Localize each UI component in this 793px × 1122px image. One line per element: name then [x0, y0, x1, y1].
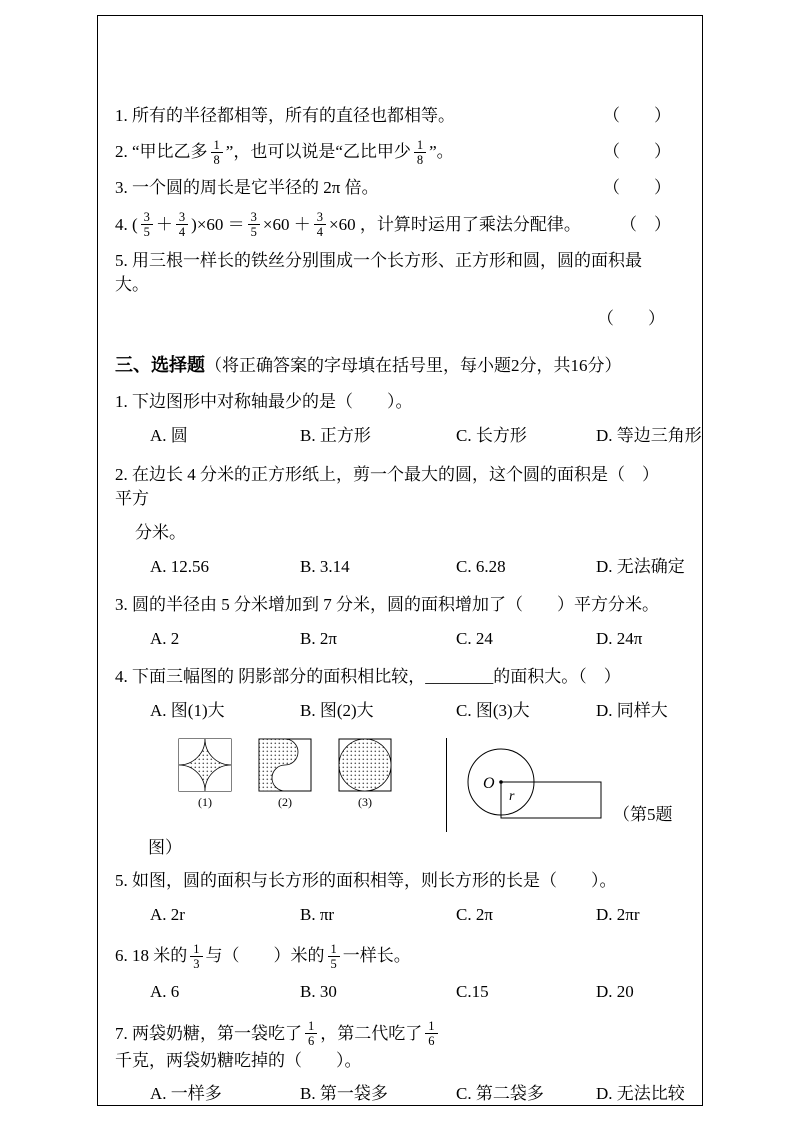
figure-3-drawing — [338, 738, 392, 792]
question-content — [115, 1019, 671, 1073]
option: B. 3.14 — [300, 556, 350, 576]
options-row — [150, 555, 685, 580]
question-content — [115, 869, 617, 894]
options-row — [150, 903, 671, 928]
figure-3 — [338, 738, 392, 811]
options-row — [150, 424, 702, 449]
circle-center-label: O — [483, 774, 495, 792]
answer-bracket: （ ） — [603, 106, 671, 125]
figure-2 — [258, 738, 312, 811]
question-line — [115, 176, 671, 201]
question-text: 5. 用三根一样长的铁丝分别围成一个长方形、正方形和圆，圆的面积最大。 — [115, 250, 642, 295]
question-line — [115, 210, 671, 240]
question-line — [115, 593, 671, 618]
question-text: 分米。 — [135, 522, 186, 542]
fraction: $\frac{1}{3}$ — [190, 942, 202, 972]
question-text: 3. 圆的半径由 5 分米增加到 7 分米，圆的面积增加了（ ）平方分米。 — [115, 595, 659, 615]
option: D. 同样大 — [596, 701, 668, 721]
question-line — [115, 249, 671, 298]
question-text: 1. 下边图形中对称轴最少的是（ ）。 — [115, 392, 413, 412]
option: B. πr — [300, 905, 335, 925]
question-content — [115, 463, 671, 512]
question-text: 一样长。 — [342, 946, 411, 966]
question-content — [115, 942, 411, 972]
answer-bracket: （ ） — [603, 178, 671, 198]
option: A. 2 — [150, 628, 180, 648]
figure-1-drawing — [178, 738, 232, 792]
circle-rectangle-diagram — [463, 738, 673, 834]
option: B. 30 — [300, 982, 337, 1002]
fraction: $\frac{1}{8}$ — [211, 138, 223, 168]
question-line — [135, 521, 671, 546]
question-text: 7. 两袋奶糖，第一袋吃了 — [115, 1023, 302, 1043]
question-content — [115, 665, 621, 690]
options-row — [150, 980, 671, 1005]
section-subtitle: （将正确答案的字母填在括号里，每小题2分，共16分） — [205, 355, 622, 375]
question-line — [115, 307, 671, 332]
option: A. 6 — [150, 982, 180, 1002]
question-text: 3. 一个圆的周长是它半径的 2π 倍。 — [115, 178, 379, 198]
question-content — [115, 176, 379, 201]
question-line — [115, 104, 671, 129]
fraction: $\frac{3}{4}$ — [176, 210, 188, 240]
circle-rectangle-drawing — [463, 738, 613, 834]
section-header — [115, 352, 671, 379]
options-row — [150, 1082, 685, 1107]
option: A. 一样多 — [150, 1084, 222, 1104]
figure5-caption: （第5题 — [613, 805, 673, 825]
fraction: $\frac{3}{5}$ — [248, 210, 260, 240]
option: A. 2r — [150, 905, 185, 925]
option: C.15 — [456, 982, 489, 1002]
option: B. 图(2)大 — [300, 701, 374, 721]
question-line — [115, 138, 671, 168]
question-text: ×60 ，计算时运用了乘法分配律。 — [329, 214, 581, 234]
option: A. 图(1)大 — [150, 701, 225, 721]
option: D. 无法确定 — [596, 556, 685, 576]
question-text: )×60 ＝ — [191, 214, 245, 234]
question-line — [115, 665, 671, 690]
divider-line — [446, 738, 447, 832]
question-content — [115, 104, 455, 129]
question-text: ×60 ＋ — [262, 214, 311, 234]
fraction: $\frac{1}{5}$ — [328, 942, 340, 972]
answer-bracket: （ ） — [603, 142, 671, 162]
option: C. 第二袋多 — [456, 1084, 544, 1104]
option: D. 无法比较 — [596, 1084, 685, 1104]
question-text: 2. 在边长 4 分米的正方形纸上，剪一个最大的圆，这个圆的面积是（ ）平方 — [115, 464, 659, 509]
figures-row — [115, 738, 671, 834]
option: D. 20 — [596, 982, 634, 1002]
question-line — [115, 942, 671, 972]
question-text: ，第二代吃了 — [320, 1023, 423, 1043]
question-content — [148, 836, 182, 861]
option: D. 2πr — [596, 905, 640, 925]
question-text: 2. “甲比乙多 — [115, 142, 208, 162]
question-content — [115, 138, 454, 168]
question-text: 千克，两袋奶糖吃掉的（ ）。 — [115, 1050, 362, 1070]
options-row — [150, 627, 671, 652]
question-text: 1. 所有的半径都相等，所有的直径也都相等。 — [115, 106, 455, 125]
section-title: 三、选择题 — [115, 354, 205, 375]
question-line — [115, 869, 671, 894]
question-text: 图） — [148, 837, 182, 857]
options-row — [150, 699, 671, 724]
question-content — [115, 210, 581, 240]
question-line — [148, 836, 671, 861]
question-text: 4. ( — [115, 214, 138, 234]
question-line — [115, 390, 671, 415]
option: C. 2π — [456, 905, 493, 925]
figure-2-label: (2) — [278, 794, 292, 809]
question-line — [115, 1019, 671, 1073]
fraction: $\frac{3}{5}$ — [141, 210, 153, 240]
option: D. 等边三角形 — [596, 425, 702, 445]
question-text: 5. 如图，圆的面积与长方形的面积相等，则长方形的长是（ ）。 — [115, 871, 617, 891]
answer-bracket: （ ） — [620, 214, 671, 234]
shaded-figures-group — [178, 738, 392, 811]
question-text: ”。 — [429, 142, 454, 162]
figure-3-label: (3) — [358, 794, 372, 809]
question-content — [135, 521, 186, 546]
question-text: ＋ — [155, 214, 173, 234]
question-text: 4. 下面三幅图的 阴影部分的面积相比较，________的面积大。（ ） — [115, 667, 621, 687]
option: C. 6.28 — [456, 556, 506, 576]
question-text: ”，也可以说是“乙比甲少 — [225, 142, 411, 162]
option: C. 长方形 — [456, 425, 527, 445]
fraction: $\frac{1}{6}$ — [425, 1019, 437, 1049]
question-text: 6. 18 米的 — [115, 946, 188, 966]
option: A. 圆 — [150, 425, 188, 445]
figure-2-drawing — [258, 738, 312, 792]
option: C. 图(3)大 — [456, 701, 530, 721]
figure-1 — [178, 738, 232, 811]
figure-1-label: (1) — [198, 794, 212, 809]
question-line — [115, 463, 671, 512]
question-content — [115, 249, 671, 298]
radius-label: r — [509, 788, 515, 804]
question-content — [115, 593, 659, 618]
option: B. 2π — [300, 628, 337, 648]
fraction: $\frac{1}{8}$ — [414, 138, 426, 168]
question-text: 与（ ）米的 — [205, 946, 325, 966]
answer-bracket: （ ） — [597, 309, 665, 329]
option: B. 第一袋多 — [300, 1084, 388, 1104]
question-content — [115, 390, 413, 415]
fraction: $\frac{1}{6}$ — [305, 1019, 317, 1049]
option: C. 24 — [456, 628, 493, 648]
content — [115, 95, 702, 1121]
option: B. 正方形 — [300, 425, 371, 445]
option: A. 12.56 — [150, 556, 210, 576]
fraction: $\frac{3}{4}$ — [314, 210, 326, 240]
option: D. 24π — [596, 628, 643, 648]
